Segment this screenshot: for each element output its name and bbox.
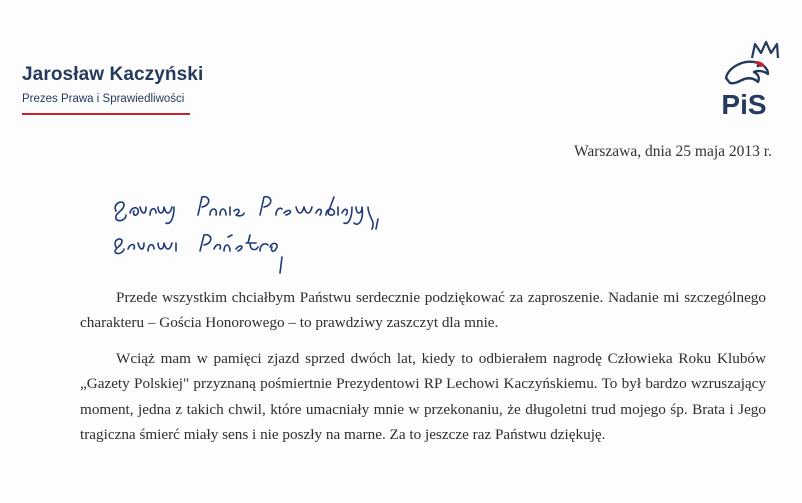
handwriting-line-2	[115, 235, 282, 273]
eagle-icon	[726, 61, 768, 83]
handwritten-salutation	[110, 185, 430, 280]
logo-text: PiS	[721, 89, 767, 120]
handwriting-line-1	[115, 197, 378, 229]
letter-body	[80, 285, 766, 457]
sender-title: Prezes Prawa i Sprawiedliwości	[22, 93, 185, 105]
date-line: Warszawa, dnia 25 maja 2013 r.	[573, 143, 772, 160]
body-paragraph-2: Wciąż mam w pamięci zjazd sprzed dwóch lat, kiedy to odbierałem nagrodę Człowieka Roku Klubów „Gazety Polskiej" przyznaną pośmiertnie Prezydentowi RP Lechowi Kaczyńskiemu. To był bardzo wzruszający moment, jedna z takich chwil, które umacniały mnie w przekonaniu, że długoletni trud mojego śp. Brata i Jego tragiczna śmierć miały sens i nie poszły na marne. Za to jeszcze raz Państwu dziękuję.	[80, 349, 766, 444]
pis-logo	[708, 38, 780, 120]
body-paragraph-1: Przede wszystkim chciałbym Państwu serdecznie podziękować za zaproszenie. Nadanie mi szczególnego charakteru – Gościa Honorowego – to prawdziwy zaszczyt dla mnie.	[80, 289, 766, 332]
header-divider	[22, 113, 190, 115]
crown-icon	[752, 42, 778, 58]
sender-name: Jarosław Kaczyński	[22, 64, 204, 85]
